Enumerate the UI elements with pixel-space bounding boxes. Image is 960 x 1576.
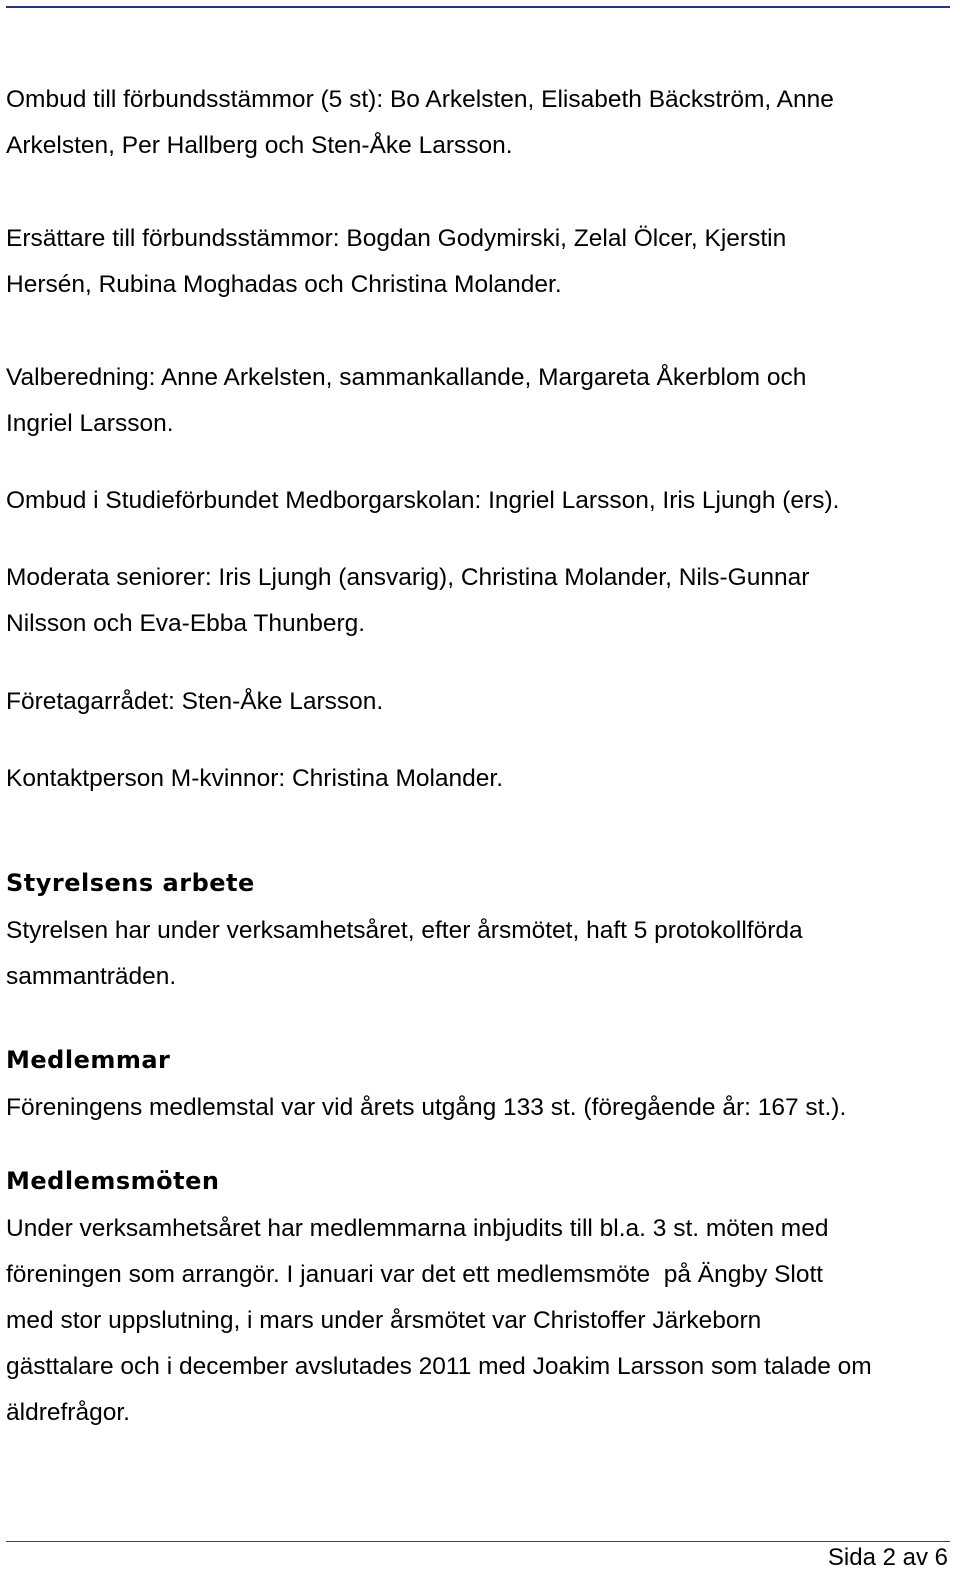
paragraph-moderata-seniorer: Moderata seniorer: Iris Ljungh (ansvarig), Christina Molander, Nils-Gunnar Nilsson och Eva-Ebba Thunberg. (6, 564, 810, 637)
footer-rule (6, 1541, 950, 1542)
header-rule (6, 6, 950, 8)
paragraph-ombud-studieforbundet: Ombud i Studieförbundet Medborgarskolan: Ingriel Larsson, Iris Ljungh (ers). (6, 487, 840, 514)
paragraph-ombud-forbundsstammor: Ombud till förbundsstämmor (5 st): Bo Arkelsten, Elisabeth Bäckström, Anne Arkelsten, Per Hallberg och Sten-Åke Larsson. (6, 86, 834, 159)
paragraph-valberedning: Valberedning: Anne Arkelsten, sammankallande, Margareta Åkerblom och Ingriel Larsson. (6, 364, 807, 437)
heading-medlemmar: Medlemmar (6, 1046, 171, 1074)
paragraph-ersattare: Ersättare till förbundsstämmor: Bogdan Godymirski, Zelal Ölcer, Kjerstin Hersén, Rubina Moghadas och Christina Molander. (6, 225, 787, 298)
paragraph-kontaktperson: Kontaktperson M-kvinnor: Christina Molander. (6, 765, 504, 792)
heading-styrelsens-arbete: Styrelsens arbete (6, 869, 255, 897)
paragraph-medlemmar: Föreningens medlemstal var vid årets utgång 133 st. (föregående år: 167 st.). (6, 1094, 847, 1121)
paragraph-foretagarradet: Företagarrådet: Sten-Åke Larsson. (6, 688, 384, 715)
paragraph-medlemsmoten: Under verksamhetsåret har medlemmarna inbjudits till bl.a. 3 st. möten med föreningen som arrangör. I januari var det ett medlemsmöte på Ängby Slott med stor uppslutning, i mars under årsmötet var Christoffer Järkeborn gästtalare och i december avslutades 2011 med Joakim Larsson som talade om äldrefrågor. (6, 1215, 872, 1426)
page-number: Sida 2 av 6 (827, 1544, 948, 1571)
heading-medlemsmoten: Medlemsmöten (6, 1167, 220, 1195)
paragraph-styrelsens-arbete: Styrelsen har under verksamhetsåret, efter årsmötet, haft 5 protokollförda sammanträden. (6, 917, 803, 990)
